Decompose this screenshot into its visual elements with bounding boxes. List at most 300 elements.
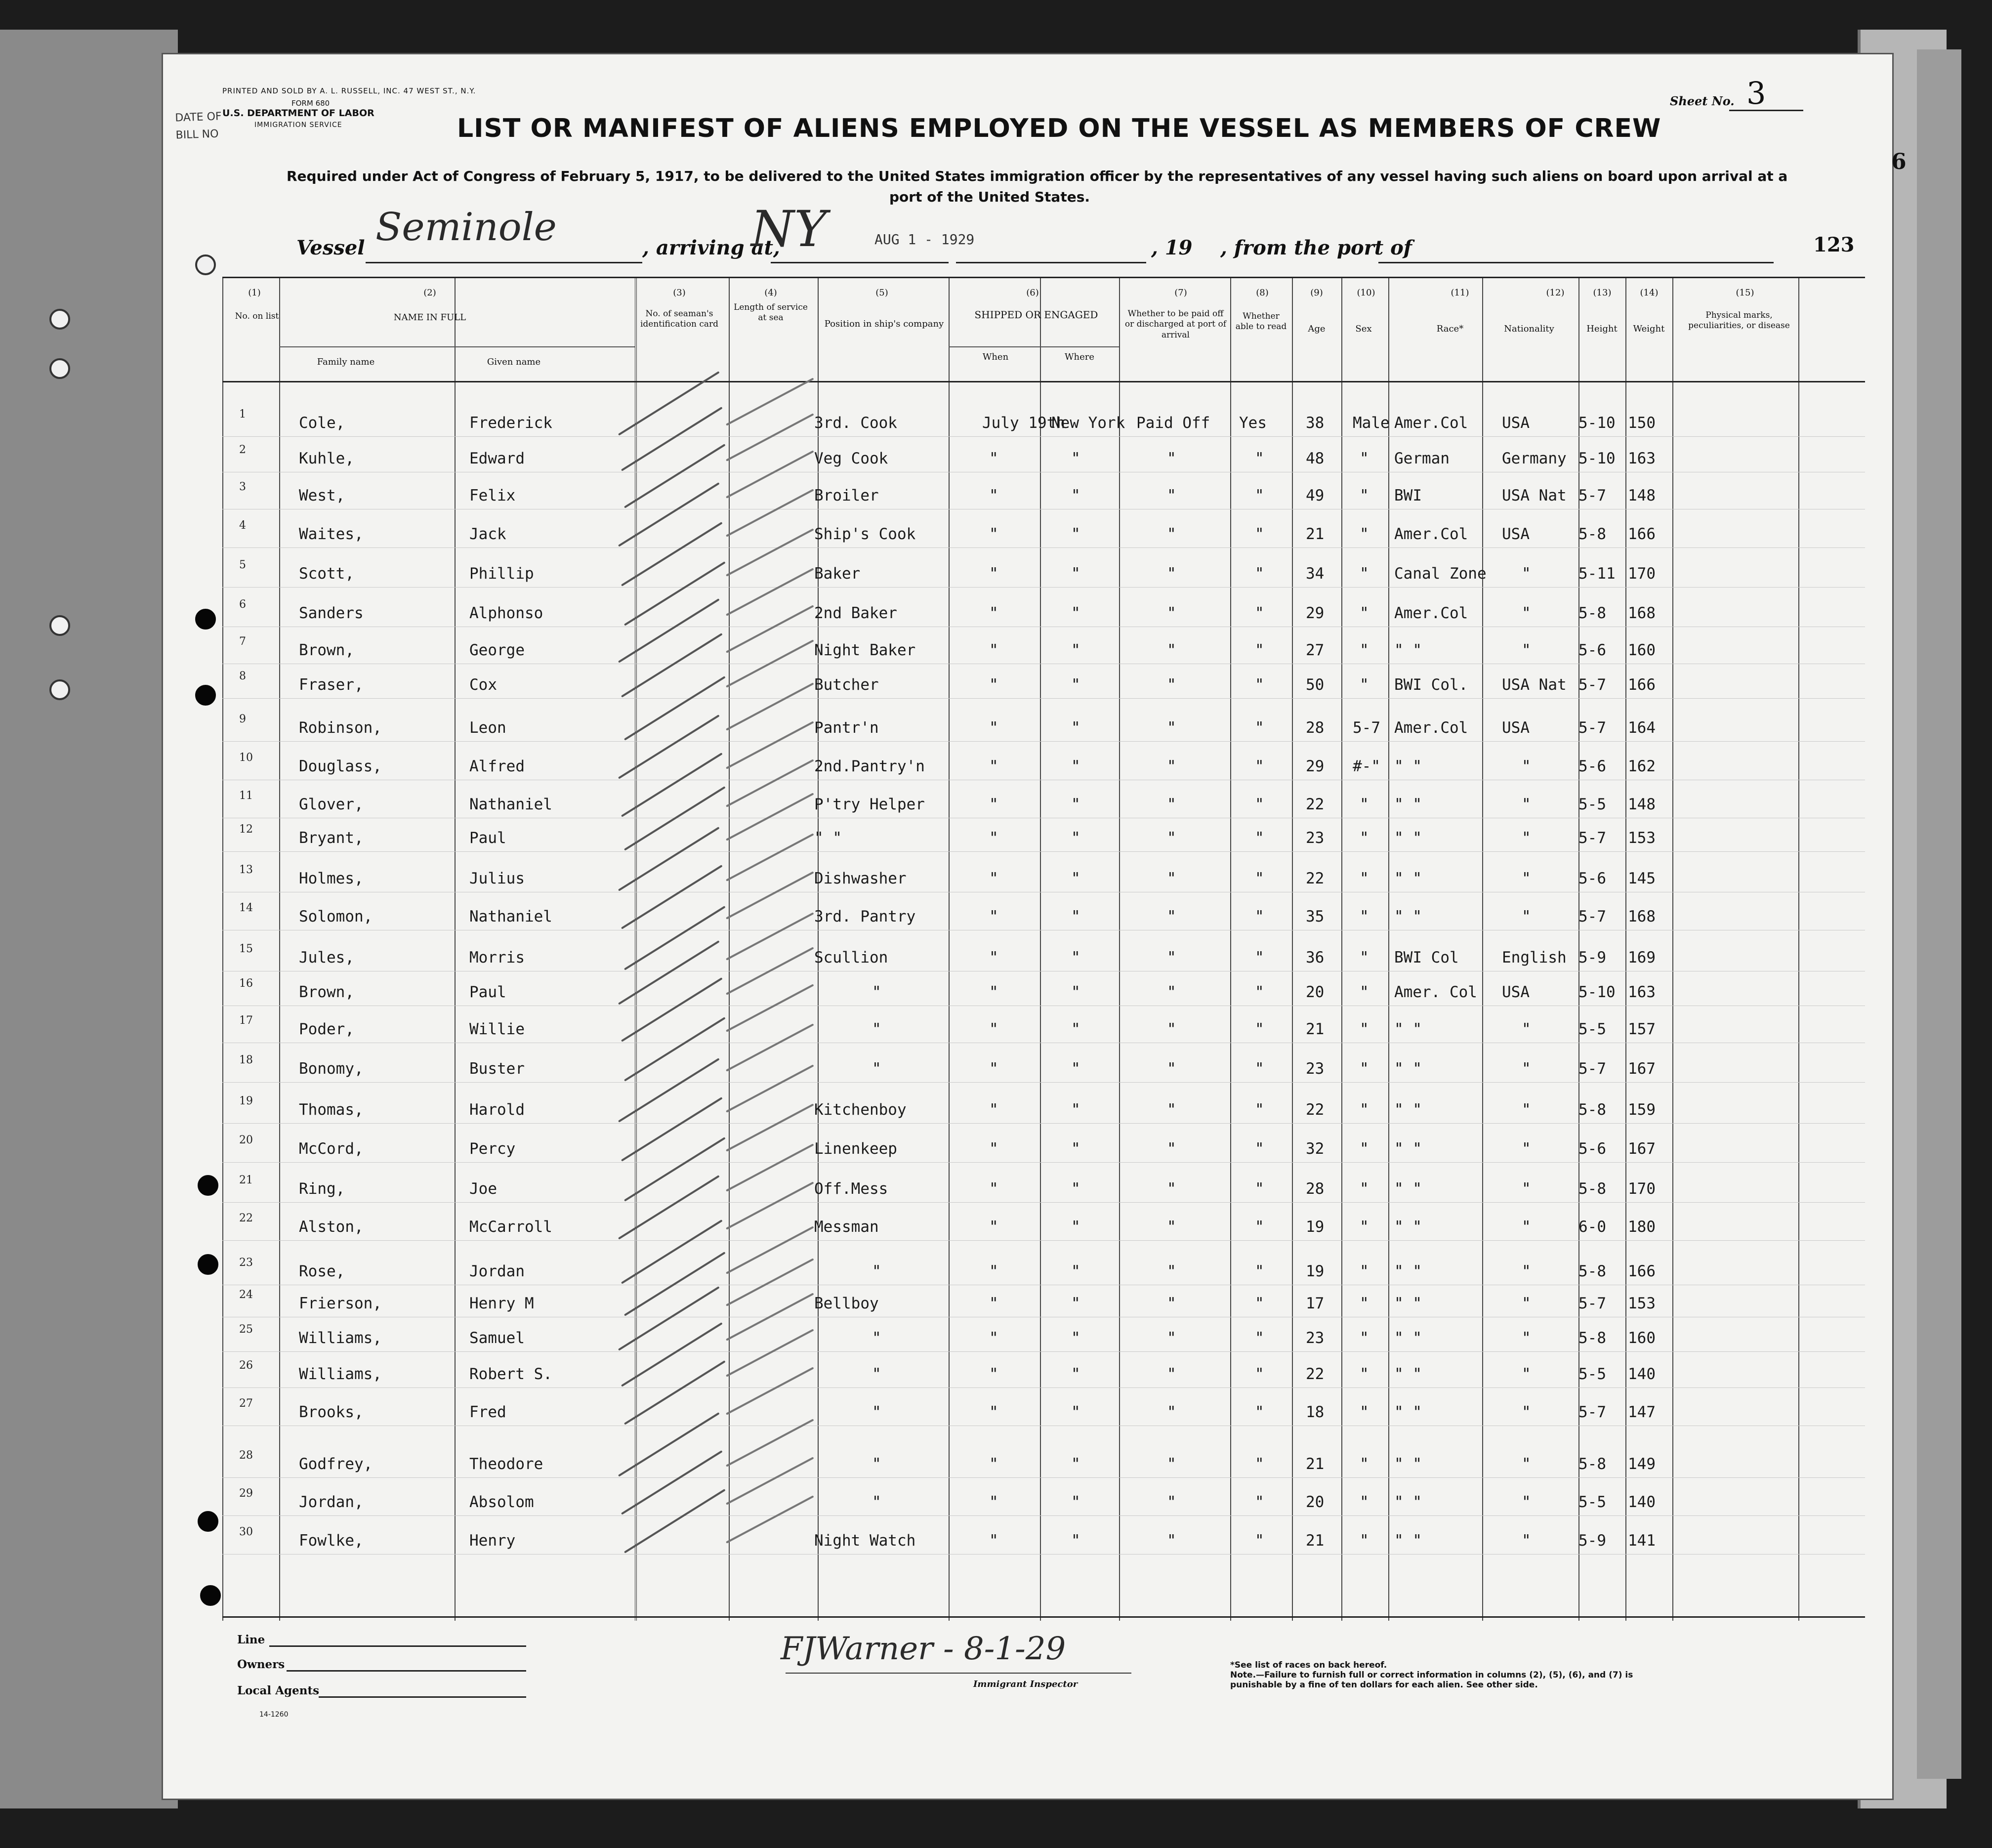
cell-height: 5-9 [1578, 949, 1606, 966]
cell-when: " [989, 1180, 998, 1198]
owners-field-line [287, 1670, 526, 1672]
cell-weight: 170 [1628, 565, 1656, 583]
cell-weight: 163 [1628, 983, 1656, 1001]
cell-nationality: USA [1502, 719, 1530, 737]
cell-when: " [989, 1403, 998, 1421]
cell-weight: 150 [1628, 414, 1656, 432]
cell-height: 5-9 [1578, 1532, 1606, 1550]
cell-when: " [989, 757, 998, 775]
cell-weight: 167 [1628, 1060, 1656, 1078]
cell-sex: " [1360, 1140, 1369, 1158]
row-rule [222, 1240, 1865, 1241]
cell-where: " [1071, 487, 1080, 504]
penalty-note: Note.—Failure to furnish full or correct information in columns (2), (5), (6), and (7) is punishable by a fine of ten dollars for each alien. See other side. [1230, 1670, 1633, 1690]
cell-given: Percy [469, 1140, 516, 1158]
cell-sex: " [1360, 487, 1369, 504]
cell-paid: " [1167, 565, 1176, 583]
row-number: 30 [239, 1526, 253, 1538]
col-divider [635, 278, 637, 1621]
year-label: , 19 [1151, 236, 1193, 259]
cell-race: " " [1394, 757, 1422, 775]
col-num-13: (13) [1593, 288, 1612, 298]
cell-family: Rose, [299, 1262, 345, 1280]
cell-height: 5-5 [1578, 796, 1606, 813]
col-divider [1625, 278, 1626, 1621]
cell-read: " [1255, 1295, 1264, 1312]
cell-weight: 160 [1628, 1329, 1656, 1347]
cell-height: 5-5 [1578, 1365, 1606, 1383]
cell-nationality: " [1522, 1101, 1531, 1119]
cell-race: Amer.Col [1394, 525, 1468, 543]
cell-paid: " [1167, 983, 1176, 1001]
cell-where: " [1071, 604, 1080, 622]
cell-where: " [1071, 1060, 1080, 1078]
cell-when: " [989, 1365, 998, 1383]
cell-sex: " [1360, 983, 1369, 1001]
cell-weight: 159 [1628, 1101, 1656, 1119]
cell-where: " [1071, 1455, 1080, 1473]
cell-where: " [1071, 1329, 1080, 1347]
sheet-number-label: Sheet No. [1670, 94, 1735, 108]
cell-family: Williams, [299, 1329, 382, 1347]
cell-read: " [1255, 908, 1264, 925]
name-subheader-line [279, 346, 635, 347]
cell-position: Butcher [814, 676, 879, 694]
cell-weight: 157 [1628, 1020, 1656, 1038]
cell-where: " [1071, 1140, 1080, 1158]
cell-race: " " [1394, 641, 1422, 659]
col-header-position: Position in ship's company [824, 319, 944, 329]
cell-given: Cox [469, 676, 497, 694]
cell-when: " [989, 1295, 998, 1312]
col-num-1: (1) [248, 288, 261, 298]
row-number: 13 [239, 864, 253, 876]
cell-race: " " [1394, 1493, 1422, 1511]
cell-race: " " [1394, 1455, 1422, 1473]
cell-nationality: " [1522, 1262, 1531, 1280]
cell-age: 20 [1306, 1493, 1325, 1511]
cell-when: " [989, 1140, 998, 1158]
page-number: 123 [1813, 233, 1855, 256]
cell-sex: " [1360, 1532, 1369, 1550]
col-divider [1040, 278, 1041, 1621]
cell-family: Bryant, [299, 829, 364, 847]
cell-read: " [1255, 983, 1264, 1001]
cell-where: " [1071, 870, 1080, 887]
cell-position: " [872, 1455, 881, 1473]
row-rule [222, 1123, 1865, 1124]
cell-family: Jordan, [299, 1493, 364, 1511]
cell-position: Pantr'n [814, 719, 879, 737]
cell-where: " [1071, 1403, 1080, 1421]
cell-height: 5-7 [1578, 1403, 1606, 1421]
cell-weight: 180 [1628, 1218, 1656, 1236]
cell-given: Leon [469, 719, 506, 737]
cell-nationality: Germany [1502, 450, 1567, 467]
cell-nationality: " [1522, 1493, 1531, 1511]
cell-paid: " [1167, 641, 1176, 659]
cell-family: Glover, [299, 796, 364, 813]
cell-paid: Paid Off [1136, 414, 1210, 432]
cell-paid: " [1167, 796, 1176, 813]
cell-weight: 162 [1628, 757, 1656, 775]
cell-height: 5-8 [1578, 1180, 1606, 1198]
cell-weight: 166 [1628, 1262, 1656, 1280]
cell-height: 5-11 [1578, 565, 1616, 583]
cell-paid: " [1167, 1532, 1176, 1550]
cell-family: Scott, [299, 565, 354, 583]
cell-where: " [1071, 908, 1080, 925]
cell-race: " " [1394, 1532, 1422, 1550]
cell-sex: " [1360, 1218, 1369, 1236]
col-divider [1292, 278, 1293, 1621]
cell-nationality: " [1522, 1532, 1531, 1550]
cell-nationality: USA [1502, 525, 1530, 543]
cell-age: 23 [1306, 1329, 1325, 1347]
cell-nationality: " [1522, 796, 1531, 813]
col-header-paid-off: Whether to be paid off or discharged at port of arrival [1124, 309, 1227, 340]
cell-height: 5-7 [1578, 829, 1606, 847]
cell-read: " [1255, 870, 1264, 887]
cell-position: " " [814, 829, 842, 847]
cell-where: " [1071, 757, 1080, 775]
cell-paid: " [1167, 949, 1176, 966]
cell-when: " [989, 450, 998, 467]
row-number: 16 [239, 977, 253, 990]
cell-where: New York [1051, 414, 1125, 432]
cell-weight: 168 [1628, 604, 1656, 622]
cell-race: BWI Col [1394, 949, 1459, 966]
cell-race: " " [1394, 1101, 1422, 1119]
cell-height: 5-5 [1578, 1493, 1606, 1511]
cell-nationality: " [1522, 1218, 1531, 1236]
vessel-name: Seminole [375, 205, 557, 250]
cell-family: Cole, [299, 414, 345, 432]
cell-age: 28 [1306, 719, 1325, 737]
cell-race: Canal Zone [1394, 565, 1487, 583]
arriving-label: , arriving at, [642, 236, 780, 259]
cell-sex: " [1360, 1060, 1369, 1078]
cell-position: " [872, 1262, 881, 1280]
row-number: 28 [239, 1449, 253, 1462]
cell-age: 19 [1306, 1262, 1325, 1280]
cell-height: 5-8 [1578, 604, 1606, 622]
manifest-table [222, 277, 1865, 1621]
cell-nationality: " [1522, 565, 1531, 583]
arrival-date-stamp: AUG 1 - 1929 [874, 231, 975, 248]
cell-read: " [1255, 1329, 1264, 1347]
col-num-3: (3) [673, 288, 686, 298]
binder-hole [49, 358, 70, 379]
col-num-14: (14) [1640, 288, 1659, 298]
row-rule [222, 436, 1865, 437]
cell-paid: " [1167, 1101, 1176, 1119]
cell-paid: " [1167, 1455, 1176, 1473]
row-number: 20 [239, 1134, 253, 1146]
col-header-name: NAME IN FULL [393, 312, 466, 323]
form-number: FORM 680 [291, 99, 330, 108]
col-divider [949, 278, 950, 1621]
row-number: 3 [239, 481, 246, 493]
cell-sex: " [1360, 829, 1369, 847]
cell-nationality: " [1522, 1329, 1531, 1347]
cell-height: 5-5 [1578, 1020, 1606, 1038]
row-number: 12 [239, 823, 253, 836]
cell-where: " [1071, 1180, 1080, 1198]
col-divider [1119, 278, 1120, 1621]
row-rule [222, 698, 1865, 699]
cell-read: " [1255, 949, 1264, 966]
cell-given: Henry [469, 1532, 516, 1550]
cell-family: Fowlke, [299, 1532, 364, 1550]
col-header-age: Age [1308, 324, 1326, 334]
cell-height: 5-7 [1578, 487, 1606, 504]
cell-given: Jordan [469, 1262, 525, 1280]
cell-read: " [1255, 1218, 1264, 1236]
cell-sex: Male [1353, 414, 1390, 432]
cell-age: 17 [1306, 1295, 1325, 1312]
cell-paid: " [1167, 450, 1176, 467]
row-number: 29 [239, 1487, 253, 1500]
cell-sex: " [1360, 1020, 1369, 1038]
cell-race: Amer.Col [1394, 719, 1468, 737]
row-rule [222, 587, 1865, 588]
cell-age: 22 [1306, 1365, 1325, 1383]
row-number: 24 [239, 1289, 253, 1301]
cell-where: " [1071, 1218, 1080, 1236]
cell-when: " [989, 676, 998, 694]
cell-when: " [989, 604, 998, 622]
cell-sex: " [1360, 796, 1369, 813]
row-number: 26 [239, 1359, 253, 1372]
col-num-5: (5) [875, 288, 888, 298]
col-num-10: (10) [1357, 288, 1375, 298]
cell-when: " [989, 1532, 998, 1550]
cell-sex: " [1360, 1101, 1369, 1119]
cell-read: " [1255, 719, 1264, 737]
cell-age: 21 [1306, 1532, 1325, 1550]
col-num-7: (7) [1174, 288, 1187, 298]
binder-hole [195, 685, 216, 706]
row-rule [222, 1202, 1865, 1203]
cell-given: Jack [469, 525, 506, 543]
cell-nationality: " [1522, 1020, 1531, 1038]
cell-paid: " [1167, 1329, 1176, 1347]
cell-weight: 170 [1628, 1180, 1656, 1198]
col-divider [729, 278, 730, 1621]
cell-age: 21 [1306, 525, 1325, 543]
cell-paid: " [1167, 1403, 1176, 1421]
cell-nationality: " [1522, 1060, 1531, 1078]
cell-race: German [1394, 450, 1450, 467]
cell-position: " [872, 1403, 881, 1421]
cell-height: 5-6 [1578, 641, 1606, 659]
row-number: 21 [239, 1174, 253, 1186]
cell-race: Amer.Col [1394, 414, 1468, 432]
cell-read: " [1255, 757, 1264, 775]
cell-family: Fraser, [299, 676, 364, 694]
cell-family: Ring, [299, 1180, 345, 1198]
cell-family: Brooks, [299, 1403, 364, 1421]
cell-paid: " [1167, 525, 1176, 543]
cell-position: Dishwasher [814, 870, 907, 887]
cell-given: Edward [469, 450, 525, 467]
cell-nationality: USA Nat [1502, 676, 1567, 694]
cell-where: " [1071, 565, 1080, 583]
cell-paid: " [1167, 676, 1176, 694]
row-rule [222, 1387, 1865, 1388]
cell-paid: " [1167, 604, 1176, 622]
cell-height: 5-8 [1578, 1262, 1606, 1280]
cell-when: " [989, 641, 998, 659]
cell-race: " " [1394, 1262, 1422, 1280]
cell-read: " [1255, 604, 1264, 622]
cell-nationality: " [1522, 908, 1531, 925]
cell-weight: 148 [1628, 487, 1656, 504]
cell-height: 5-10 [1578, 414, 1616, 432]
cell-race: BWI Col. [1394, 676, 1468, 694]
cell-nationality: USA Nat [1502, 487, 1567, 504]
cell-age: 23 [1306, 1060, 1325, 1078]
row-number: 17 [239, 1014, 253, 1027]
cell-when: " [989, 525, 998, 543]
cell-age: 22 [1306, 796, 1325, 813]
cell-paid: " [1167, 829, 1176, 847]
cell-paid: " [1167, 908, 1176, 925]
col-header-height: Height [1586, 324, 1618, 334]
cell-paid: " [1167, 1140, 1176, 1158]
row-number: 11 [239, 790, 253, 802]
cell-family: Brown, [299, 641, 354, 659]
cell-when: " [989, 487, 998, 504]
cell-height: 5-8 [1578, 525, 1606, 543]
cell-read: " [1255, 1532, 1264, 1550]
cell-paid: " [1167, 1180, 1176, 1198]
cell-given: Paul [469, 983, 506, 1001]
cell-given: Frederick [469, 414, 552, 432]
col-header-shipped: SHIPPED OR ENGAGED [974, 309, 1098, 321]
vessel-line [366, 262, 642, 263]
binder-hole [198, 1254, 218, 1275]
cell-given: Joe [469, 1180, 497, 1198]
row-rule [222, 851, 1865, 852]
binder-hole [198, 1511, 218, 1532]
cell-race: " " [1394, 1365, 1422, 1383]
col-num-11: (11) [1451, 288, 1469, 298]
cell-age: 34 [1306, 565, 1325, 583]
cell-weight: 140 [1628, 1365, 1656, 1383]
row-number: 19 [239, 1095, 253, 1107]
col-header-race: Race* [1436, 324, 1464, 334]
cell-height: 5-7 [1578, 908, 1606, 925]
cell-weight: 163 [1628, 450, 1656, 467]
cell-when: " [989, 908, 998, 925]
col-header-family-name: Family name [317, 357, 375, 367]
cell-sex: " [1360, 604, 1369, 622]
cell-family: Kuhle, [299, 450, 354, 467]
sheet-number-line [1729, 110, 1803, 111]
cell-weight: 169 [1628, 949, 1656, 966]
cell-position: 2nd.Pantry'n [814, 757, 925, 775]
cell-when: " [989, 796, 998, 813]
cell-paid: " [1167, 719, 1176, 737]
cell-given: Samuel [469, 1329, 525, 1347]
cell-nationality: " [1522, 641, 1531, 659]
cell-where: " [1071, 829, 1080, 847]
row-rule [222, 1515, 1865, 1516]
printer-line: PRINTED AND SOLD BY A. L. RUSSELL, INC. 47 WEST ST., N.Y. [222, 86, 476, 95]
cell-when: " [989, 949, 998, 966]
cell-where: " [1071, 1295, 1080, 1312]
cell-age: 18 [1306, 1403, 1325, 1421]
cell-given: McCarroll [469, 1218, 552, 1236]
cell-age: 49 [1306, 487, 1325, 504]
cell-sex: " [1360, 676, 1369, 694]
cell-where: " [1071, 983, 1080, 1001]
cell-sex: " [1360, 565, 1369, 583]
arriving-line [771, 262, 949, 263]
cell-when: " [989, 870, 998, 887]
col-header-id-card: No. of seaman's identification card [640, 309, 719, 330]
row-number: 14 [239, 902, 253, 914]
col-divider [1672, 278, 1673, 1621]
cell-nationality: " [1522, 1295, 1531, 1312]
cell-height: 5-8 [1578, 1101, 1606, 1119]
cell-when: " [989, 1262, 998, 1280]
cell-race: BWI [1394, 487, 1422, 504]
cell-nationality: " [1522, 829, 1531, 847]
vessel-label: Vessel [296, 236, 365, 259]
cell-position: 3rd. Cook [814, 414, 897, 432]
cell-nationality: " [1522, 604, 1531, 622]
row-number: 25 [239, 1323, 253, 1336]
cell-read: " [1255, 829, 1264, 847]
cell-position: Kitchenboy [814, 1101, 907, 1119]
cell-family: Alston, [299, 1218, 364, 1236]
cell-sex: " [1360, 641, 1369, 659]
cell-nationality: " [1522, 870, 1531, 887]
cell-position: Off.Mess [814, 1180, 888, 1198]
from-port-line [1378, 262, 1774, 263]
cell-read: " [1255, 641, 1264, 659]
cell-race: " " [1394, 1140, 1422, 1158]
cell-read: " [1255, 487, 1264, 504]
cell-sex: " [1360, 949, 1369, 966]
cell-age: 27 [1306, 641, 1325, 659]
cell-given: Alphonso [469, 604, 543, 622]
cell-position: Linenkeep [814, 1140, 897, 1158]
binder-hole [195, 254, 216, 275]
cell-age: 35 [1306, 908, 1325, 925]
cell-read: " [1255, 796, 1264, 813]
cell-given: Paul [469, 829, 506, 847]
from-port-label: , from the port of [1220, 236, 1412, 259]
cell-given: Fred [469, 1403, 506, 1421]
cell-race: " " [1394, 1218, 1422, 1236]
row-rule [222, 1351, 1865, 1352]
col-header-weight: Weight [1633, 324, 1665, 334]
cell-where: " [1071, 1532, 1080, 1550]
cell-position: " [872, 1329, 881, 1347]
binder-hole [49, 615, 70, 636]
cell-sex: " [1360, 450, 1369, 467]
cell-sex: " [1360, 1403, 1369, 1421]
cell-sex: " [1360, 870, 1369, 887]
cell-when: " [989, 1329, 998, 1347]
cell-when: " [989, 829, 998, 847]
cell-nationality: USA [1502, 983, 1530, 1001]
cell-height: 5-7 [1578, 676, 1606, 694]
